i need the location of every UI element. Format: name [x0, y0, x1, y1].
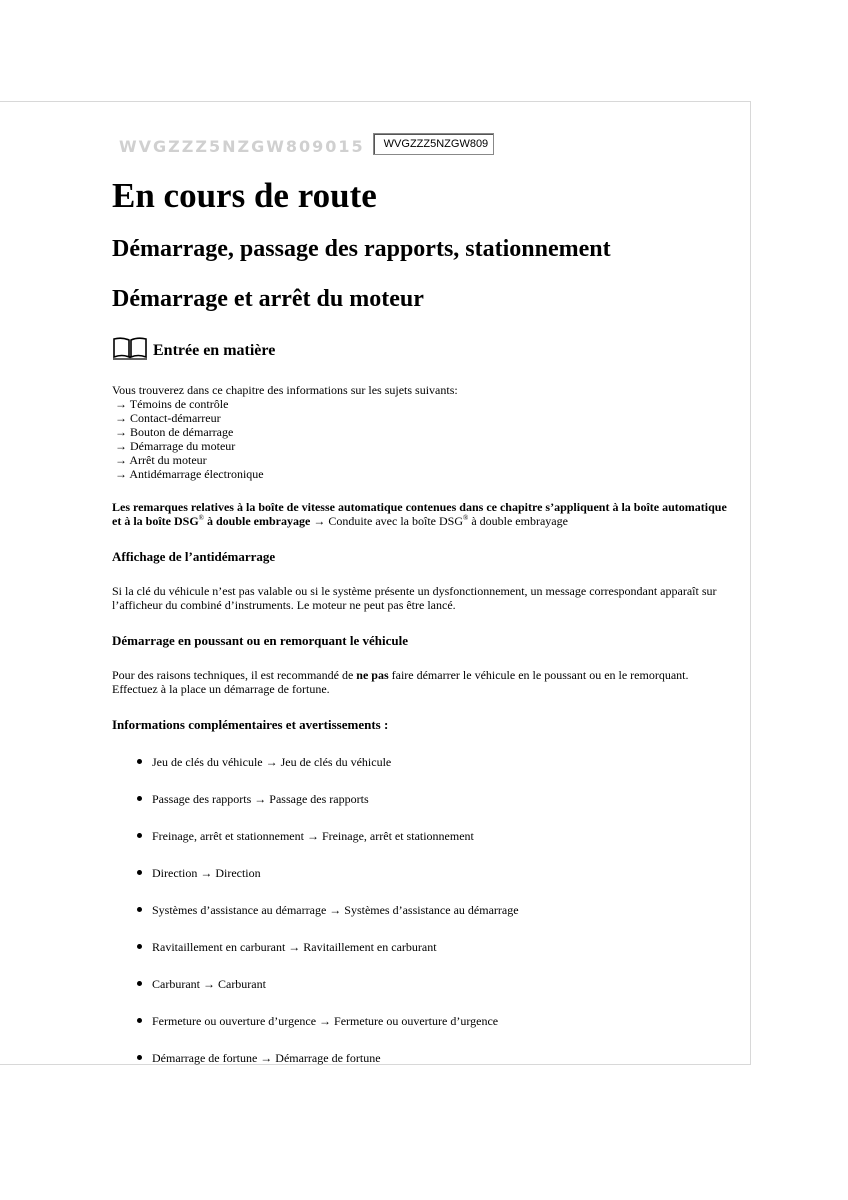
bullet-dot-icon — [137, 870, 142, 875]
immobilizer-line2: l’afficheur du combiné d’instruments. Le moteur ne peut pas être lancé. — [112, 598, 456, 612]
list-item-label: Ravitaillement en carburant → Ravitaillement en carburant — [152, 940, 437, 954]
topic-link[interactable]: → Témoins de contrôle — [115, 397, 229, 411]
page-title: En cours de route — [112, 176, 377, 215]
subsection-title: Démarrage et arrêt du moteur — [112, 286, 424, 312]
bullet-dot-icon — [137, 1018, 142, 1023]
push-start-text — [112, 668, 689, 696]
intro-heading — [112, 336, 275, 360]
dsg-note-line1: Les remarques relatives à la boîte de vitesse automatique contenues dans ce chapitre s’appliquent à la boîte automatique — [112, 500, 727, 514]
registered-mark: ® — [198, 514, 204, 522]
list-item-label: Direction → Direction — [152, 866, 261, 880]
dsg-link[interactable] — [310, 514, 568, 528]
bullet-dot-icon — [137, 796, 142, 801]
vin-logo: WVGZZZ5NZGW809015 — [119, 136, 365, 156]
dsg-link-prefix: → Conduite avec la boîte DSG — [310, 514, 463, 528]
section-title: Démarrage, passage des rapports, stationnement — [112, 236, 611, 262]
list-item-label: Carburant → Carburant — [152, 977, 266, 991]
immobilizer-line1: Si la clé du véhicule n’est pas valable ou si le système présente un dysfonctionnement, un message correspondant apparaît sur — [112, 584, 717, 598]
topic-link[interactable]: → Antidémarrage électronique — [115, 467, 264, 481]
bullet-dot-icon — [137, 907, 142, 912]
list-item-label: Jeu de clés du véhicule → Jeu de clés du véhicule — [152, 755, 392, 769]
vin-field[interactable]: WVGZZZ5NZGW809 — [373, 133, 494, 155]
topic-link[interactable]: → Bouton de démarrage — [115, 425, 234, 439]
push-start-text-c: faire démarrer le véhicule en le poussant ou en le remorquant. — [388, 668, 689, 682]
list-item-label: Systèmes d’assistance au démarrage → Systèmes d’assistance au démarrage — [152, 903, 519, 917]
topic-link[interactable]: → Démarrage du moteur — [115, 439, 236, 453]
dsg-note — [112, 500, 742, 528]
immobilizer-text — [112, 584, 717, 612]
bullet-dot-icon — [137, 981, 142, 986]
list-item-label: Fermeture ou ouverture d’urgence → Fermeture ou ouverture d’urgence — [152, 1014, 499, 1028]
list-item-label: Démarrage de fortune → Démarrage de fortune — [152, 1051, 381, 1065]
more-info-title: Informations complémentaires et avertissements : — [112, 717, 389, 732]
intro-title: Entrée en matière — [153, 342, 276, 359]
dsg-link-end: à double embrayage — [468, 514, 568, 528]
intro-text: Vous trouverez dans ce chapitre des informations sur les sujets suivants: — [112, 383, 458, 397]
push-start-title: Démarrage en poussant ou en remorquant le véhicule — [112, 633, 408, 648]
push-start-line1 — [112, 668, 689, 682]
registered-mark: ® — [462, 514, 469, 522]
bullet-dot-icon — [137, 944, 142, 949]
bullet-dot-icon — [137, 1055, 142, 1060]
list-item-label: Freinage, arrêt et stationnement → Freinage, arrêt et stationnement — [152, 829, 474, 843]
topic-link[interactable]: → Contact-démarreur — [115, 411, 221, 425]
list-item-label: Passage des rapports → Passage des rapports — [152, 792, 369, 806]
immobilizer-title: Affichage de l’antidémarrage — [112, 549, 276, 564]
book-icon — [112, 336, 148, 360]
push-start-text-a: Pour des raisons techniques, il est recommandé de — [112, 668, 357, 682]
push-start-line2: Effectuez à la place un démarrage de fortune. — [112, 682, 330, 696]
vin-header — [119, 131, 494, 157]
dsg-note-bold-end: à double embrayage — [204, 514, 311, 528]
topic-link[interactable]: → Arrêt du moteur — [115, 453, 207, 467]
bullet-dot-icon — [137, 759, 142, 764]
bullet-dot-icon — [137, 833, 142, 838]
push-start-emphasis: ne pas — [356, 668, 389, 682]
dsg-note-bold: et à la boîte DSG — [112, 514, 199, 528]
dsg-note-line2 — [112, 514, 742, 528]
topic-list — [115, 397, 264, 481]
